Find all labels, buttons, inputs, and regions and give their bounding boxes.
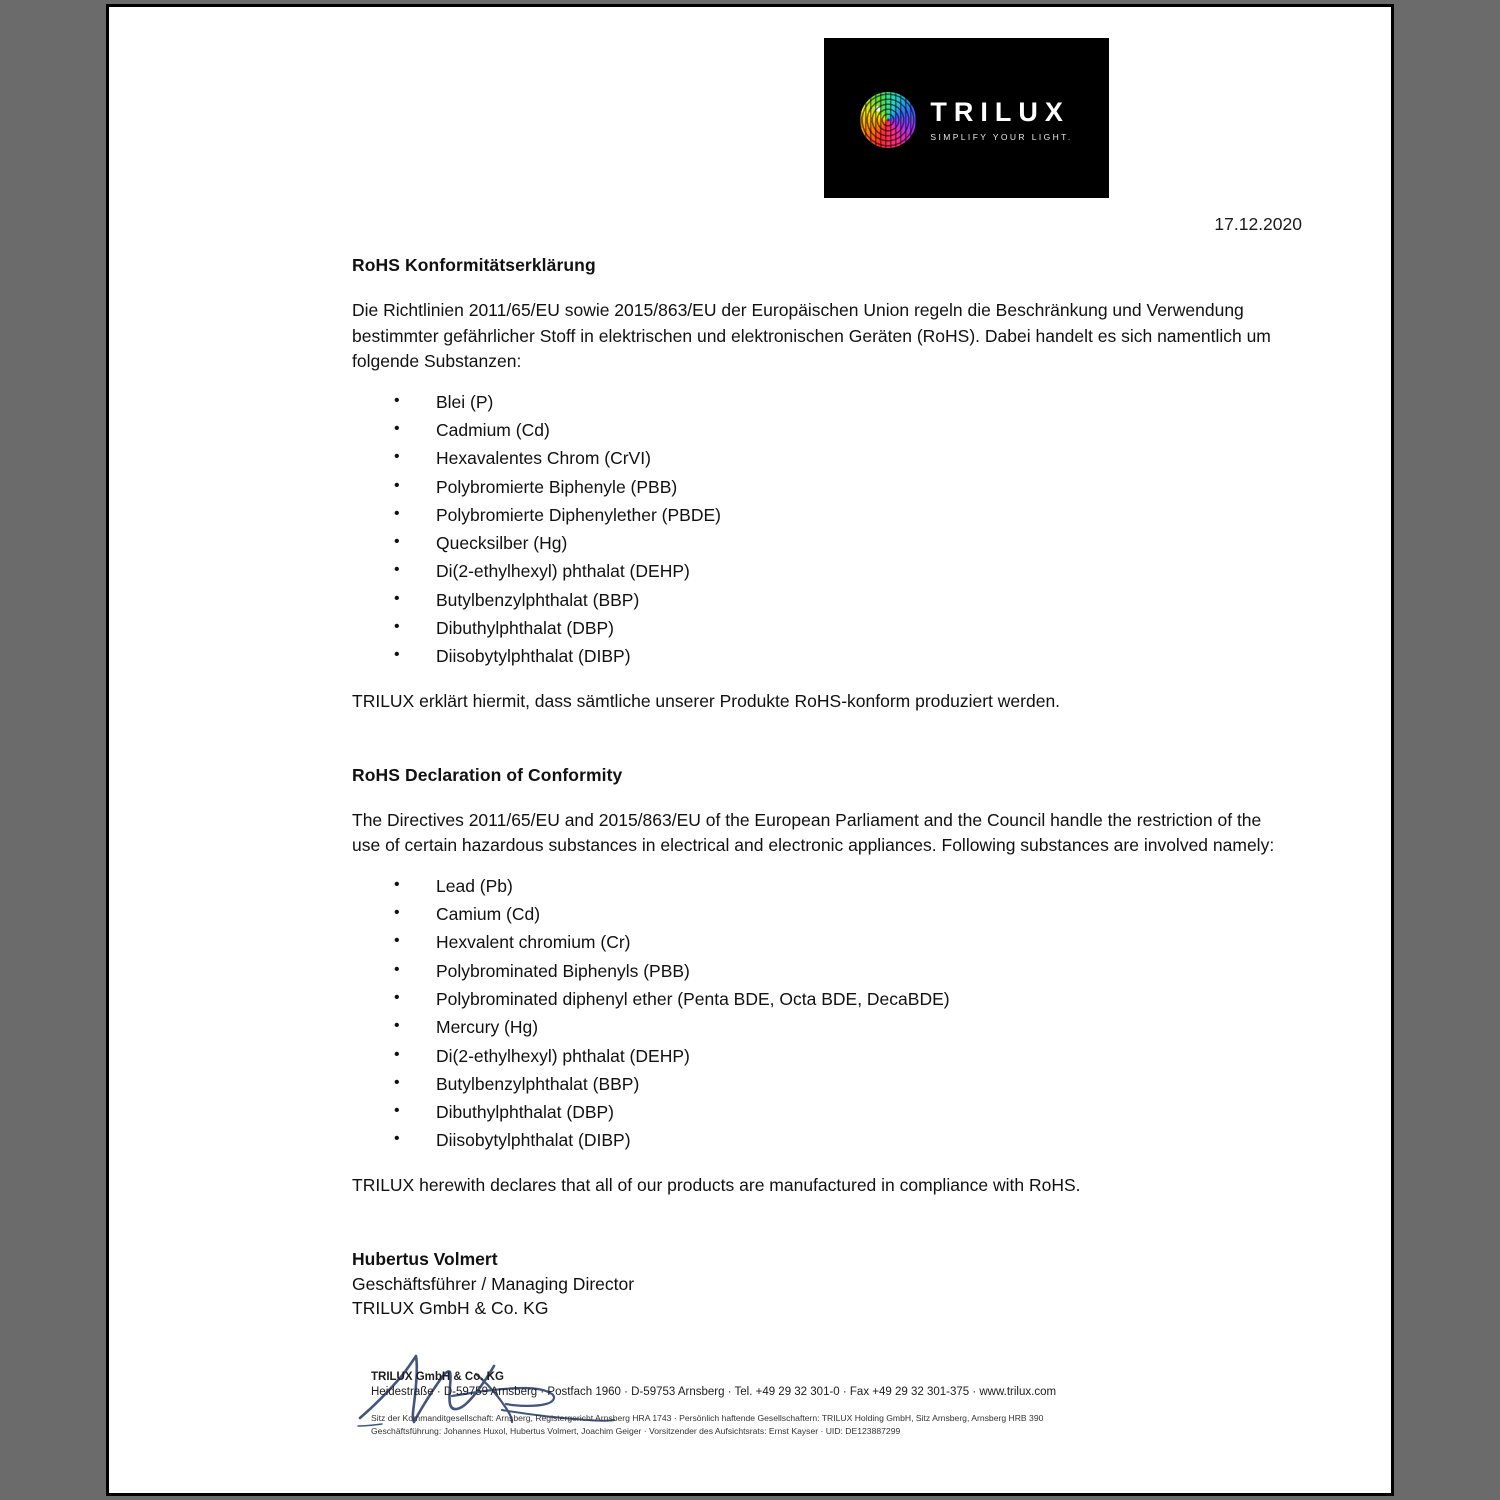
list-item: • Hexvalent chromium (Cr) bbox=[394, 931, 1290, 955]
document-page bbox=[106, 4, 1394, 1496]
logo-wordmark: TRILUX bbox=[930, 96, 1070, 127]
footer-company: TRILUX GmbH & Co. KG bbox=[371, 1371, 504, 1384]
section-spacer bbox=[352, 731, 1290, 765]
list-item: • Polybrominated diphenyl ether (Penta BDE, Octa BDE, DecaBDE) bbox=[394, 988, 1290, 1012]
list-item: • Polybromierte Diphenylether (PBDE) bbox=[394, 504, 1290, 528]
english-substance-list bbox=[352, 875, 1290, 1153]
rainbow-globe-icon bbox=[860, 92, 916, 148]
logo-text bbox=[930, 96, 1073, 142]
list-item: • Mercury (Hg) bbox=[394, 1016, 1290, 1040]
list-item: • Diisobytylphthalat (DIBP) bbox=[394, 645, 1290, 669]
list-item: • Hexavalentes Chrom (CrVI) bbox=[394, 447, 1290, 471]
list-item: • Diisobytylphthalat (DIBP) bbox=[394, 1129, 1290, 1153]
list-item: • Butylbenzylphthalat (BBP) bbox=[394, 589, 1290, 613]
list-item: • Butylbenzylphthalat (BBP) bbox=[394, 1073, 1290, 1097]
list-item: • Di(2-ethylhexyl) phthalat (DEHP) bbox=[394, 560, 1290, 584]
list-item: • Di(2-ethylhexyl) phthalat (DEHP) bbox=[394, 1045, 1290, 1069]
document-date: 17.12.2020 bbox=[1214, 214, 1302, 234]
signatory-name: Hubertus Volmert bbox=[352, 1248, 498, 1269]
english-intro-paragraph: The Directives 2011/65/EU and 2015/863/EU of the European Parliament and the Council handle the restriction of the use of certain hazardous substances in electrical and electronic appliances. Following substances are involved namely: bbox=[352, 809, 1275, 856]
english-section-title: RoHS Declaration of Conformity bbox=[352, 764, 623, 785]
list-item: • Blei (P) bbox=[394, 391, 1290, 415]
page-content bbox=[109, 7, 1391, 1493]
trilux-logo bbox=[824, 38, 1109, 198]
footer-address: Heidestraße · D-59759 Arnsberg · Postfach 1960 · D-59753 Arnsberg · Tel. +49 29 32 301-0 · Fax +49 29 32 301-375 · www.trilux.com bbox=[371, 1386, 1057, 1399]
logo-tagline: SIMPLIFY YOUR LIGHT. bbox=[930, 131, 1073, 142]
logo-inner bbox=[860, 92, 1072, 148]
german-intro-paragraph: Die Richtlinien 2011/65/EU sowie 2015/863/EU der Europäischen Union regeln die Beschränkung und Verwendung bestimmter gefährlicher Stoff in elektrischen und elektronischen Geräten (RoHS). Dabei handelt es sich namentlich um folgende Substanzen: bbox=[352, 300, 1271, 372]
list-item: • Quecksilber (Hg) bbox=[394, 532, 1290, 556]
list-item: • Polybrominated Biphenyls (PBB) bbox=[394, 960, 1290, 984]
list-item: • Lead (Pb) bbox=[394, 875, 1290, 899]
footer-legal-line-2: Geschäftsführung: Johannes Huxol, Hubertus Volmert, Joachim Geiger · Vorsitzender des Aufsichtsrats: Ernst Kayser · UID: DE123887299 bbox=[371, 1425, 901, 1436]
list-item: • Dibuthylphthalat (DBP) bbox=[394, 617, 1290, 641]
list-item: • Polybromierte Biphenyle (PBB) bbox=[394, 476, 1290, 500]
list-item: • Cadmium (Cd) bbox=[394, 419, 1290, 443]
english-closing-paragraph: TRILUX herewith declares that all of our products are manufactured in compliance with RoHS. bbox=[352, 1175, 1081, 1196]
signature-spacer bbox=[352, 1215, 1290, 1249]
document-body bbox=[352, 255, 1290, 1445]
signatory-company: TRILUX GmbH & Co. KG bbox=[352, 1297, 549, 1318]
footer-legal-line-1: Sitz der Kommanditgesellschaft: Arnsberg, Registergericht Arnsberg HRA 1743 · Persönlich haftende Gesellschaftern: TRILUX Holding GmbH, Sitz Arnsberg, Arnsberg HRB 390 bbox=[371, 1413, 1044, 1424]
signatory-role: Geschäftsführer / Managing Director bbox=[352, 1273, 635, 1294]
german-substance-list bbox=[352, 391, 1290, 669]
german-section-title: RoHS Konformitätserklärung bbox=[352, 255, 596, 275]
german-closing-paragraph: TRILUX erklärt hiermit, dass sämtliche unserer Produkte RoHS-konform produziert werden. bbox=[352, 691, 1061, 712]
list-item: • Dibuthylphthalat (DBP) bbox=[394, 1101, 1290, 1125]
page-footer bbox=[371, 1371, 1251, 1437]
list-item: • Camium (Cd) bbox=[394, 903, 1290, 927]
